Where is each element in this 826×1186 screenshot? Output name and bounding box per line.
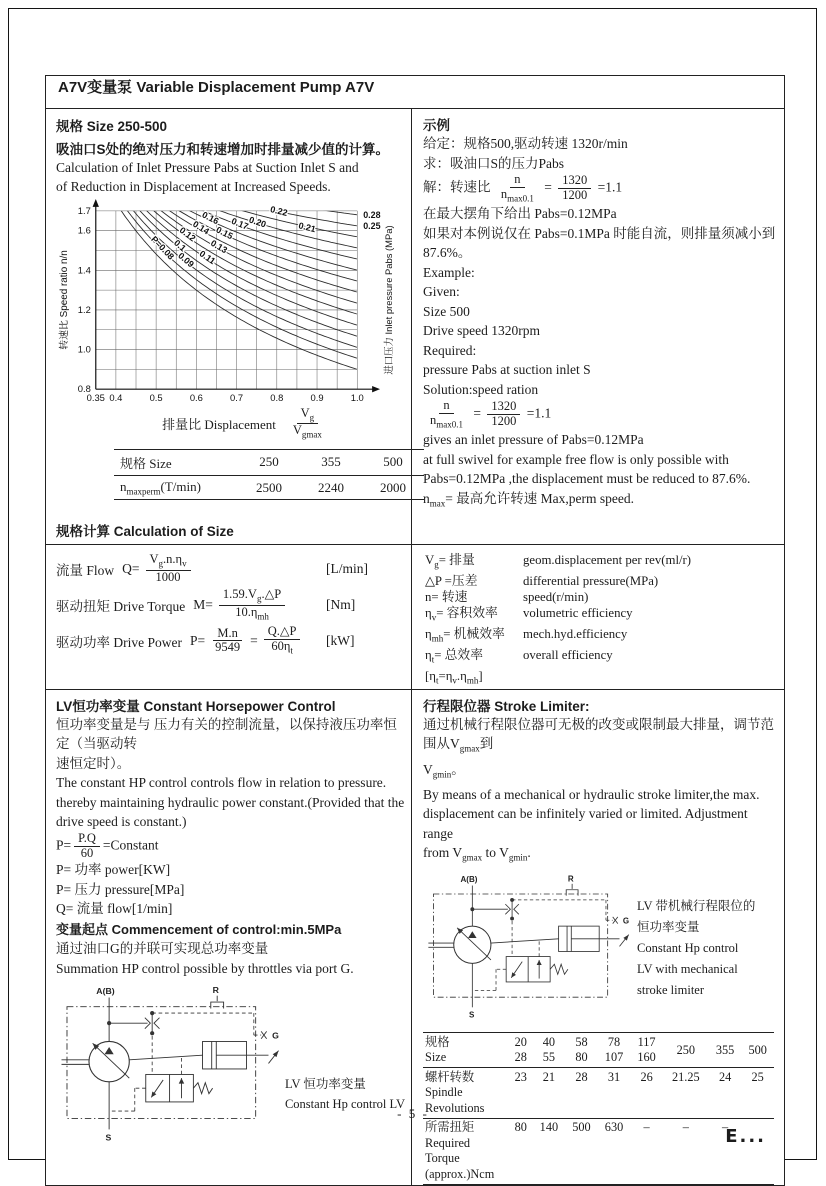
caption-line: 恒功率变量 [637, 920, 700, 935]
definition-row: $V_g=$ 排量 geom.displacement per rev(ml/r) [425, 553, 692, 570]
caption-line: Constant Hp control LV [284, 1097, 405, 1112]
text-line: 给定：规格500,驱动转速 1320r/min [423, 136, 628, 151]
text-line: 如果对本例说仅在 Pabs=0.1MPa 时能自流，则排量须减小到 87.6%。 [423, 225, 776, 261]
size-en-text-2: of Reduction in Displacement at Increased Speeds. [56, 179, 331, 194]
svg-text:0.1: 0.1 [172, 237, 189, 254]
text-line: By means of a mechanical or hydraulic stroke limiter,the max. [423, 786, 760, 802]
svg-text:进口压力 Inlet pressure Pabs (MPa): 进口压力 Inlet pressure Pabs (MPa) [382, 225, 394, 375]
table-row: 所需扭矩 Required Torque (approx.)Ncm 80 140 500 630 – – – [423, 1118, 774, 1184]
text-line: from $V_{gmax}$ to $V_{gmin}$. [423, 845, 531, 863]
max-speed-table [114, 449, 424, 501]
brand-logo: E... [725, 1126, 766, 1147]
text-line: 通过机械行程限位器可无极的改变或限制最大排量，调节范围从$V_{gmax}$到 [423, 716, 774, 754]
text-line: P= 压力 pressure[MPa] [56, 881, 185, 897]
formula-row: 流量 Flow Q= $\frac{V_g.n.\eta_v}{1000}$ [L/min] [56, 552, 368, 584]
table-row: $n_{maxperm}(T/\min)$ 2500 2240 2000 [114, 475, 424, 500]
lv-lines [56, 715, 405, 979]
column-divider [411, 109, 412, 1185]
svg-text:0.12: 0.12 [177, 225, 198, 244]
x-axis-fraction: $\frac{V_g}{V_{gmax}}$ [292, 406, 322, 440]
text-line: Example: [423, 264, 475, 280]
lv-limiter-diagram-caption [637, 896, 755, 1020]
page-title: A7V变量泵 Variable Displacement Pump A7V [46, 76, 784, 109]
formula-row: 驱动扭矩 Drive Torque M= $\frac{1.59.V_g.\triangle P}{10.\eta_{mh}}$ [Nm] [56, 587, 356, 621]
definitions-list [411, 545, 784, 689]
text-line: 速恒定时）。 [56, 755, 131, 771]
text-line: Solution:speed ration [423, 381, 539, 397]
size-heading: 规格 Size 250-500 [56, 119, 168, 134]
svg-text:0.09: 0.09 [176, 250, 196, 270]
text-line: pressure Pabs at suction inlet S [423, 362, 591, 378]
chart-x-axis-caption [86, 407, 405, 441]
example-lines [423, 134, 776, 514]
svg-text:1.0: 1.0 [77, 343, 91, 355]
text-line: P= $\frac{P.Q}{60}$ =Constant [56, 830, 159, 860]
svg-text:1.0: 1.0 [350, 392, 364, 404]
text-line: 在最大摆角下给出 Pabs=0.12MPa [423, 206, 617, 222]
svg-text:0.22: 0.22 [269, 204, 289, 218]
text-line: displacement can be infinitely varied or limited. Adjustment range [423, 806, 748, 841]
text-line: Summation HP control possible by throttles via port G. [56, 960, 354, 976]
definition-row: $\eta_t=$ 总效率 overall efficiency [425, 648, 613, 665]
svg-text:0.6: 0.6 [189, 392, 203, 404]
svg-text:0.14: 0.14 [191, 218, 212, 237]
formula-list [46, 545, 411, 689]
size-left-column [46, 109, 411, 517]
section-calc [46, 545, 784, 690]
svg-text:0.7: 0.7 [230, 392, 244, 404]
stroke-limiter-heading: 行程限位器 Stroke Limiter: [423, 698, 590, 714]
lv-heading: LV恒功率变量 Constant Horsepower Control [56, 698, 336, 714]
svg-text:0.13: 0.13 [209, 237, 230, 256]
definition-row: $\eta_v=$ 容积效率 volumetric efficiency [425, 606, 633, 623]
example-heading: 示例 [423, 118, 450, 133]
caption-line: stroke limiter [637, 983, 704, 998]
svg-text:1.4: 1.4 [77, 264, 91, 276]
text-line: 通过油口G的并联可实现总功率变量 [56, 941, 269, 957]
text-line: Q= 流量 flow[1/min] [56, 901, 173, 917]
caption-line: LV with mechanical [637, 962, 738, 977]
svg-text:0.28: 0.28 [363, 209, 381, 220]
inlet-pressure-chart [56, 199, 401, 407]
calc-heading-row [46, 517, 784, 545]
svg-text:R: R [567, 874, 574, 884]
lv-limiter-diagram-block [423, 872, 774, 1020]
size-cn-text: 吸油口S处的绝对压力和转速增加时排量减少值的计算。 [56, 142, 390, 157]
svg-text:0.8: 0.8 [270, 392, 284, 404]
svg-text:0.15: 0.15 [214, 224, 235, 242]
svg-text:0.8: 0.8 [77, 383, 91, 395]
table-row: 规格 Size 20 28 40 55 58 80 78 107 117 160 250 355 500 [423, 1033, 774, 1068]
formula-row: 驱动功率 Drive Power P= $\frac{M.n}{9549}$ = $\frac{Q.\triangle P}{60\eta_t}$ [kW] [56, 624, 355, 656]
svg-text:1.7: 1.7 [77, 204, 91, 216]
svg-text:转速比 Speed ratio n/n: 转速比 Speed ratio n/n [59, 250, 71, 350]
svg-text:A(B): A(B) [460, 875, 478, 885]
size-en-text-1: Calculation of Inlet Pressure Pabs at Suction Inlet S and [56, 160, 359, 175]
content-box [45, 75, 785, 1186]
text-line: $n_{max}=$ 最高允许转速 Max,perm speed. [423, 490, 634, 509]
text-line: drive speed is constant.) [56, 814, 187, 830]
svg-text:0.11: 0.11 [197, 248, 218, 267]
text-line: The constant HP control controls flow in relation to pressure. [56, 775, 387, 791]
calc-heading: 规格计算 Calculation of Size [56, 524, 234, 539]
definition-row: △P =压差 differential pressure(MPa) [425, 573, 659, 588]
caption-line: LV 带机械行程限位的 [637, 899, 756, 914]
svg-text:1.2: 1.2 [77, 303, 91, 315]
text-line: P= 功率 power[KW] [56, 862, 171, 878]
svg-text:S: S [105, 1132, 112, 1143]
definition-row: $[\eta_t=\eta_v.\eta_{mh}]$ [425, 668, 483, 686]
svg-text:P=0.08: P=0.08 [149, 234, 177, 262]
text-line: 求：吸油口S的压力Pabs [423, 155, 565, 171]
section-size [46, 109, 784, 517]
text-line: gives an inlet pressure of Pabs=0.12MPa [423, 432, 644, 448]
table-row: 螺杆转数 Spindle Revolutions 23 21 28 31 26 21.25 24 25 [423, 1068, 774, 1119]
text-line: 恒功率变量是与 压力有关的控制流量，以保持液压功率恒定（当驱动转 [56, 716, 397, 752]
text-line: Required: [423, 342, 477, 358]
svg-text:G: G [622, 916, 630, 926]
svg-text:0.4: 0.4 [109, 392, 123, 404]
example-column [411, 109, 784, 517]
svg-text:R: R [212, 985, 219, 996]
page-number: - 5 - [397, 1106, 429, 1121]
text-line: $\frac{n}{n_{max0.1}}$ = $\frac{1320}{1200}$ =1.1 [430, 398, 552, 430]
text-line: at full swivel for example free flow is only possible with [423, 451, 729, 467]
svg-text:0.25: 0.25 [363, 220, 381, 231]
svg-text:0.35: 0.35 [86, 392, 105, 404]
hydraulic-schematic-lv-limiter [423, 872, 635, 1020]
svg-text:0.16: 0.16 [200, 209, 221, 227]
text-line: Drive speed 1320rpm [423, 323, 540, 339]
svg-text:1.6: 1.6 [77, 224, 91, 236]
svg-text:S: S [468, 1010, 475, 1020]
table-row: 规格 Size 250 355 500 [114, 449, 424, 475]
text-line: Pabs=0.12MPa ,the displacement must be reduced to 87.6%. [423, 471, 751, 487]
text-line: 解：转速比 $\frac{n}{n_{max0.1}}$ = $\frac{1320}{1200}$ =1.1 [423, 172, 623, 204]
x-axis-label: 排量比 Displacement [162, 417, 276, 433]
text-line: $V_{gmin}$。 [423, 761, 465, 780]
caption-line: LV 恒功率变量 [284, 1077, 366, 1092]
text-line: Given: [423, 284, 460, 300]
caption-line: Constant Hp control [637, 941, 739, 956]
svg-text:0.21: 0.21 [297, 220, 317, 235]
definition-row: n= 转速 speed(r/min) [425, 590, 589, 605]
svg-text:A(B): A(B) [96, 986, 115, 997]
text-line: thereby maintaining hydraulic power constant.(Provided that the [56, 794, 405, 810]
svg-text:0.9: 0.9 [310, 392, 324, 404]
svg-text:0.5: 0.5 [149, 392, 163, 404]
svg-text:G: G [272, 1031, 279, 1042]
svg-text:0.20: 0.20 [247, 214, 268, 230]
text-line: Size 500 [423, 303, 470, 319]
stroke-limiter-lines [423, 715, 774, 869]
definition-row: $\eta_{mh}=$ 机械效率 mech.hyd.efficiency [425, 627, 628, 644]
text-line: 变量起点 Commencement of control:min.5MPa [56, 921, 342, 937]
svg-text:0.17: 0.17 [230, 215, 250, 232]
